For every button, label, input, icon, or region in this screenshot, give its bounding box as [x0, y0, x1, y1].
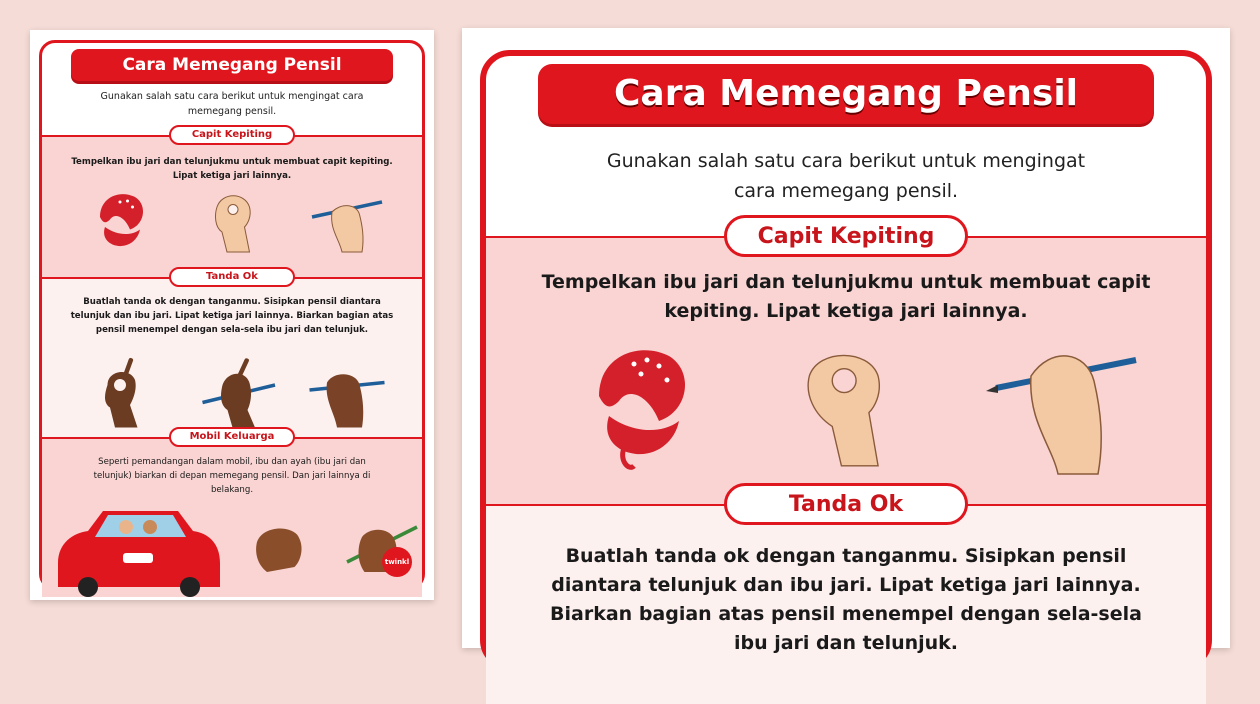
- poster-intro: Gunakan salah satu cara berikut untuk mengingat cara memegang pensil.: [606, 150, 1086, 202]
- section-heading: Capit Kepiting: [169, 125, 295, 145]
- poster-intro: Gunakan salah satu cara berikut untuk mengingat cara memegang pensil.: [100, 91, 364, 117]
- section-text: Buatlah tanda ok dengan tanganmu. Sisipkan pensil diantara telunjuk dan ibu jari. Lipat ketiga jari lainnya. Biarkan bagian atas pensil menempel dengan sela-sela ibu jari dan telunjuk.: [70, 297, 394, 335]
- section-text: Seperti pemandangan dalam mobil, ibu dan ayah (ibu jari dan telunjuk) biarkan di depan memegang pensil. Dan jari lainnya di belakang.: [93, 457, 371, 495]
- section-tanda-ok: [486, 492, 1206, 704]
- crab-claw-icon: [574, 336, 704, 476]
- pinch-hand-icon: [202, 187, 262, 257]
- section-capit-kepiting: [42, 129, 422, 277]
- section-tanda-ok: [42, 271, 422, 437]
- poster-frame: [480, 50, 1212, 670]
- section-heading: Tanda Ok: [724, 483, 968, 525]
- section-heading: Mobil Keluarga: [169, 427, 295, 447]
- twinkl-logo: twinkl: [382, 547, 412, 577]
- crab-claw-icon: [90, 187, 150, 257]
- section-heading: Tanda Ok: [169, 267, 295, 287]
- section-heading: Capit Kepiting: [724, 215, 968, 257]
- pencil-grip-icon: [986, 336, 1146, 476]
- fist-hand-icon: [247, 517, 317, 577]
- poster-title: Cara Memegang Pensil: [538, 64, 1154, 124]
- family-car-icon: [48, 503, 228, 593]
- section-text: Tempelkan ibu jari dan telunjukmu untuk membuat capit kepiting. Lipat ketiga jari lainnya.: [71, 157, 393, 181]
- section-text: Tempelkan ibu jari dan telunjukmu untuk membuat capit kepiting. Lipat ketiga jari lainnya.: [541, 271, 1151, 322]
- pencil-grip-icon: [307, 187, 387, 257]
- ok-hand-icon: [90, 355, 150, 430]
- poster-zoomed[interactable]: [462, 28, 1230, 654]
- section-text: Buatlah tanda ok dengan tanganmu. Sisipkan pensil diantara telunjuk dan ibu jari. Lipat ketiga jari lainnya. Biarkan bagian atas pensil menempel dengan sela-sela ibu jari dan telunjuk.: [550, 545, 1142, 654]
- poster-frame: [39, 40, 425, 590]
- section-mobil-keluarga: [42, 431, 422, 597]
- ok-pencil-grip-icon: [200, 355, 280, 430]
- poster-title: Cara Memegang Pensil: [71, 49, 393, 81]
- pinch-hand-icon: [791, 336, 901, 471]
- poster-thumbnail[interactable]: [30, 30, 434, 600]
- section-capit-kepiting: [486, 224, 1206, 504]
- pencil-grip-icon: [307, 355, 387, 430]
